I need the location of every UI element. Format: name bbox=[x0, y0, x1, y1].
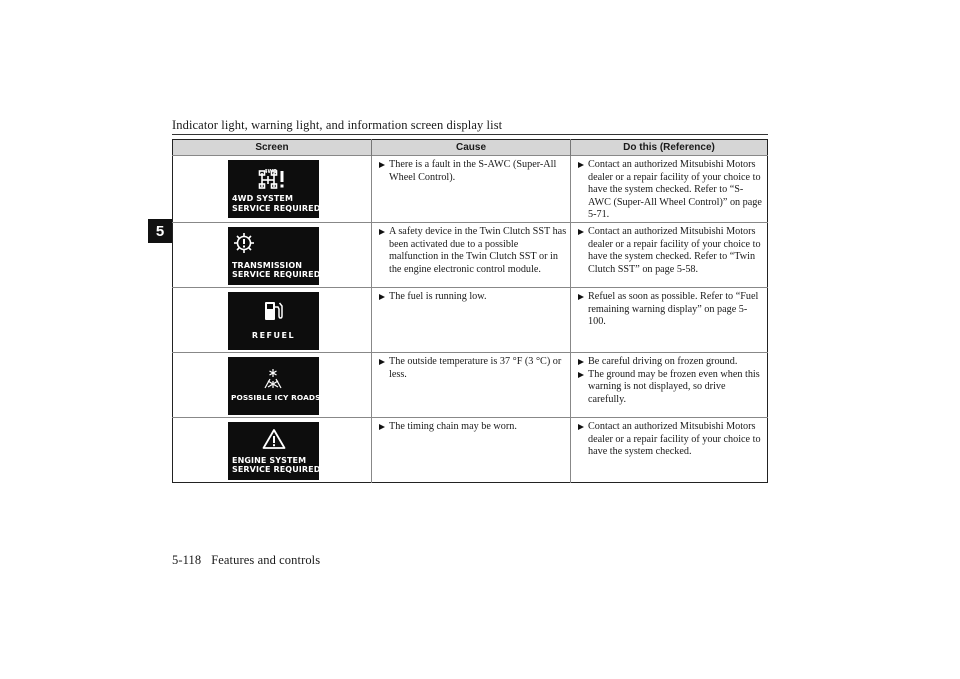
table-row bbox=[173, 352, 768, 417]
table-row bbox=[173, 417, 768, 482]
screen-cell bbox=[173, 417, 372, 482]
display-line: TRANSMISSION bbox=[232, 260, 303, 270]
table-row bbox=[173, 222, 768, 287]
page-header-title: Indicator light, warning light, and information screen display list bbox=[172, 118, 503, 132]
cause-item: The fuel is running low. bbox=[378, 291, 568, 304]
cause-cell bbox=[372, 222, 571, 287]
action-cell bbox=[571, 222, 768, 287]
column-header-action: Do this (Reference) bbox=[571, 140, 768, 156]
warning-triangle-icon bbox=[262, 428, 286, 450]
transmission-gear-icon bbox=[233, 232, 255, 254]
action-item: The ground may be frozen even when this warning is not displayed, so drive carefully. bbox=[577, 369, 765, 407]
action-cell bbox=[571, 287, 768, 352]
display-screen bbox=[228, 357, 319, 415]
action-cell bbox=[571, 156, 768, 223]
fuel-pump-icon bbox=[263, 300, 283, 322]
display-screen bbox=[228, 292, 319, 350]
page-footer bbox=[172, 553, 320, 568]
cause-cell bbox=[372, 352, 571, 417]
cause-item: The outside temperature is 37 °F (3 °C) or less. bbox=[378, 356, 568, 381]
chapter-tab: 5 bbox=[148, 219, 172, 243]
screen-cell bbox=[173, 287, 372, 352]
display-line: SERVICE REQUIRED bbox=[232, 465, 321, 475]
action-item: Refuel as soon as possible. Refer to “Fuel remaining warning display” on page 5-100. bbox=[577, 291, 765, 329]
section-title: Features and controls bbox=[211, 553, 321, 567]
cause-item: There is a fault in the S-AWC (Super-All Wheel Control). bbox=[378, 159, 568, 184]
display-screen bbox=[228, 227, 319, 285]
action-item: Be careful driving on frozen ground. bbox=[577, 356, 765, 369]
action-cell bbox=[571, 352, 768, 417]
table-row bbox=[173, 156, 768, 223]
action-item: Contact an authorized Mitsubishi Motors dealer or a repair facility of your choice to have the system checked. Refer to “S-AWC (Super-All Wheel Control)” on page 5-71. bbox=[577, 159, 765, 222]
display-screen bbox=[228, 422, 319, 480]
svg-text:4WD: 4WD bbox=[264, 169, 278, 175]
cause-cell bbox=[372, 417, 571, 482]
indicator-table bbox=[172, 139, 768, 483]
page-number: 5-118 bbox=[172, 553, 202, 567]
table-header-row bbox=[173, 140, 768, 156]
display-line: POSSIBLE ICY ROADS bbox=[231, 392, 321, 402]
display-line: REFUEL bbox=[251, 330, 296, 340]
screen-cell bbox=[173, 352, 372, 417]
4wd-warning-icon bbox=[258, 167, 288, 191]
cause-cell bbox=[372, 156, 571, 223]
action-cell bbox=[571, 417, 768, 482]
column-header-screen: Screen bbox=[173, 140, 372, 156]
cause-cell bbox=[372, 287, 571, 352]
icy-road-icon bbox=[262, 367, 284, 389]
screen-cell bbox=[173, 156, 372, 223]
column-header-cause: Cause bbox=[372, 140, 571, 156]
display-line: ENGINE SYSTEM bbox=[232, 455, 307, 465]
screen-cell bbox=[173, 222, 372, 287]
cause-item: A safety device in the Twin Clutch SST has been activated due to a possible malfunction in the Twin Clutch SST or in the engine electronic control module. bbox=[378, 226, 568, 276]
display-line: SERVICE REQUIRED bbox=[232, 203, 321, 213]
header-rule bbox=[172, 134, 768, 135]
cause-item: The timing chain may be worn. bbox=[378, 421, 568, 434]
display-line: SERVICE REQUIRED bbox=[232, 270, 321, 280]
table-row bbox=[173, 287, 768, 352]
action-item: Contact an authorized Mitsubishi Motors dealer or a repair facility of your choice to have the system checked. Refer to “Twin Clutch SST” on page 5-58. bbox=[577, 226, 765, 276]
display-line: 4WD SYSTEM bbox=[232, 194, 294, 203]
action-item: Contact an authorized Mitsubishi Motors dealer or a repair facility of your choice to have the system checked. bbox=[577, 421, 765, 459]
display-screen bbox=[228, 160, 319, 218]
